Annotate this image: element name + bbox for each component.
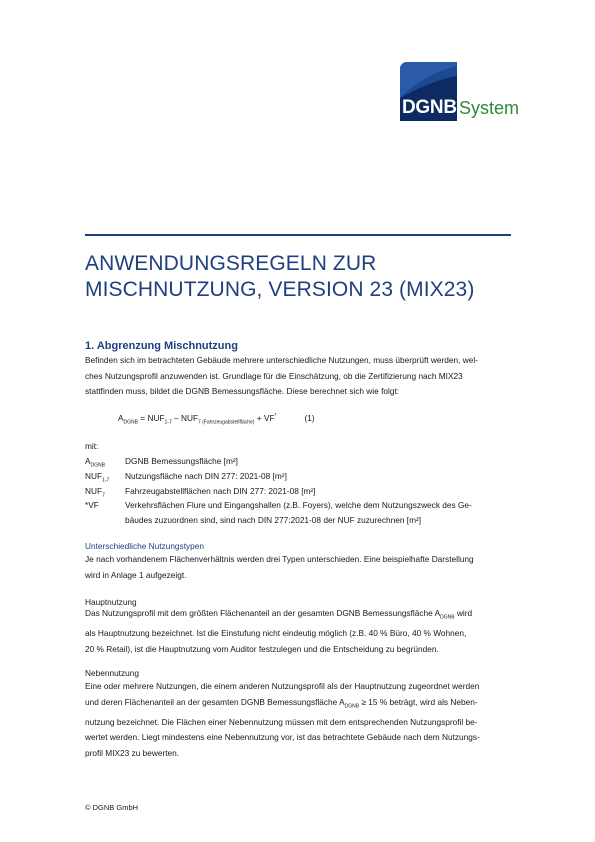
paragraph-line (85, 695, 515, 715)
definition-continuation: bäudes zuzuordnen sind, sind nach DIN 277:2021-08 der NUF zuzurechnen [m²] (125, 515, 422, 525)
symbol-sub: 7 (102, 492, 105, 499)
symbol-sub: DGNB (90, 462, 105, 469)
formula-minus: – NUF (171, 413, 199, 423)
formula-eq: = NUF (138, 413, 165, 423)
paragraph-line: nutzung bezeichnet. Die Flächen einer Nebennutzung müssen mit dem entsprechenden Nutzungsprofil be- (85, 716, 478, 727)
formula-nuf7-sub: 7 (Fahrzeugabstellfläche) (198, 419, 255, 426)
symbol-text: *VF (85, 500, 99, 510)
page-title (85, 251, 515, 303)
symbol-text: A (85, 456, 91, 466)
nebennutzung-paragraph (85, 679, 515, 761)
definition-symbol (85, 471, 125, 484)
paragraph-line: Befinden sich im betrachteten Gebäude mehrere unterschiedliche Nutzungen, muss überprüft werden, wel- (85, 355, 478, 365)
nutzungstypen-paragraph (85, 552, 515, 583)
definition-symbol (85, 486, 125, 499)
text-run: wird (454, 608, 473, 618)
section-intro-paragraph (85, 353, 515, 400)
definition-symbol (85, 500, 125, 513)
nebennutzung-heading: Nebennutzung (85, 668, 139, 678)
formula-a-sub: DGNB (123, 419, 138, 426)
nutzungstypen-heading: Unterschiedliche Nutzungstypen (85, 541, 204, 551)
paragraph-line (85, 606, 515, 626)
title-line-2: MISCHNUTZUNG, VERSION 23 (MIX23) (85, 278, 475, 301)
symbol-text: NUF (85, 486, 103, 496)
text-sub: DGNB (344, 703, 360, 710)
text-run: Das Nutzungsprofil mit dem größten Flächenanteil an der gesamten DGNB Bemessungsfläche A (85, 608, 441, 618)
formula-nuf-sub: 1-7 (164, 419, 172, 426)
paragraph-line: Eine oder mehrere Nutzungen, die einem anderen Nutzungsprofil als der Hauptnutzung zugeordnet werden (85, 681, 480, 691)
definition-text: Fahrzeugabstellflächen nach DIN 277: 2021-08 [m²] (125, 486, 316, 496)
logo-mark (400, 62, 457, 121)
section-heading: 1. Abgrenzung Mischnutzung (85, 340, 238, 352)
paragraph-line: stattfinden muss, bildet die DGNB Bemessungsfläche. Diese berechnet sich wie folgt: (85, 386, 400, 396)
symbol-text: NUF (85, 471, 103, 481)
symbol-sub: 1-7 (102, 477, 110, 484)
paragraph-line: ches Nutzungsprofil anzuwenden ist. Grundlage für die Einschätzung, ob die Zertifizierung nach MIX23 (85, 370, 463, 381)
logo-brand-text: DGNB (402, 97, 457, 118)
formula (118, 413, 315, 426)
text-run: ≥ 15 % beträgt, wird als Neben- (359, 696, 478, 707)
hauptnutzung-heading: Hauptnutzung (85, 597, 137, 607)
hauptnutzung-paragraph (85, 606, 515, 657)
paragraph-line: wertet werden. Liegt mindestens eine Nebennutzung vor, ist das betrachtete Gebäude nach dem Nutzungs- (85, 732, 480, 743)
logo-suffix-text: System (459, 98, 520, 118)
formula-number: (1) (304, 413, 315, 423)
footer-copyright: © DGNB GmbH (85, 803, 139, 812)
definition-text: DGNB Bemessungsfläche [m²] (125, 456, 238, 466)
paragraph-line: 20 % Retail), ist die Hauptnutzung vom Auditor festzulegen und die Entscheidung zu begründen. (85, 643, 439, 654)
definition-text: Verkehrsflächen Flure und Eingangshallen (z.B. Foyers), welche dem Nutzungszweck des Ge- (125, 500, 472, 510)
definition-symbol (85, 456, 125, 469)
mit-label: mit: (85, 441, 99, 451)
paragraph-line: wird in Anlage 1 aufgezeigt. (85, 569, 187, 580)
title-rule (85, 234, 511, 236)
formula-star: * (274, 413, 277, 420)
dgnb-logo (400, 62, 520, 122)
paragraph-line: als Hauptnutzung bezeichnet. Ist die Einstufung nicht eindeutig möglich (z.B. 40 % Büro, 40 % Wohnen, (85, 628, 467, 639)
text-sub: DGNB (440, 614, 455, 621)
formula-plus: + VF (254, 413, 275, 423)
definition-text: Nutzungsfläche nach DIN 277: 2021-08 [m²] (125, 471, 287, 481)
paragraph-line: Je nach vorhandenem Flächenverhältnis werden drei Typen unterschieden. Eine beispielhafte Darstellung (85, 554, 474, 564)
text-run: und deren Flächenanteil an der gesamten DGNB Bemessungsfläche A (85, 696, 345, 707)
title-line-1: ANWENDUNGSREGELN ZUR (85, 252, 377, 275)
formula-a: A (118, 413, 124, 423)
paragraph-line: profil MIX23 zu bewerten. (85, 747, 180, 758)
